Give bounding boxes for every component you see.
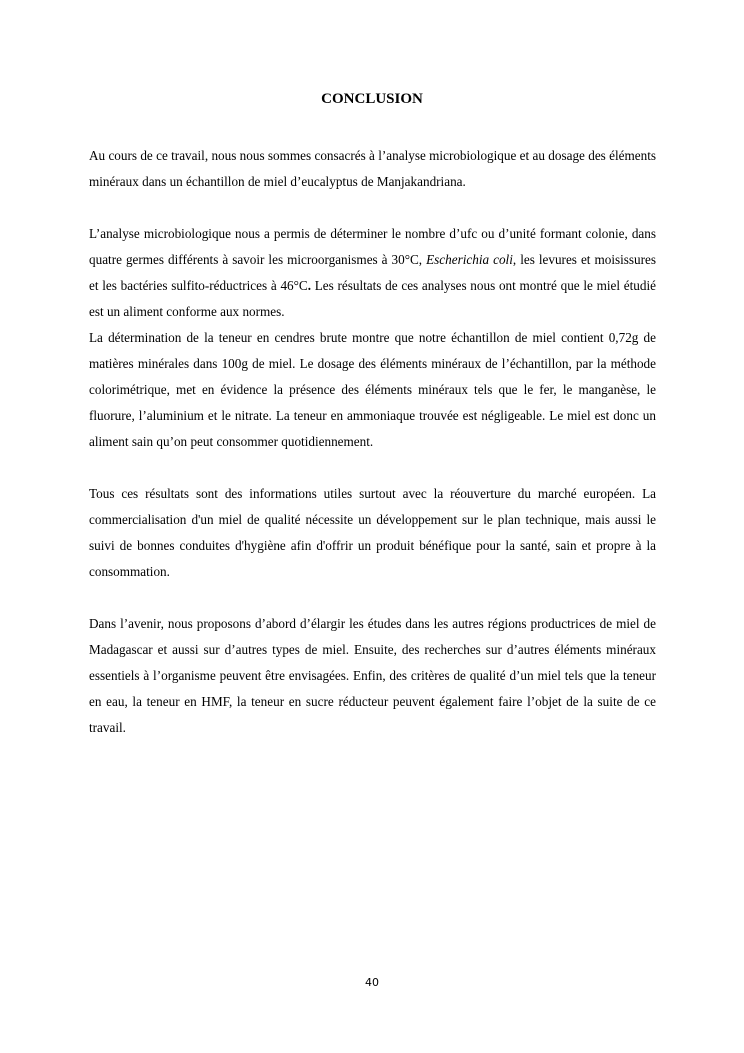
paragraph-microbiology-text-3: Les résultats de ces analyses nous ont montré que le miel étudié est un aliment conforme aux normes. [89, 278, 656, 319]
paragraph-spacer [89, 585, 656, 611]
paragraph-outlook: Dans l’avenir, nous proposons d’abord d’élargir les études dans les autres régions productrices de miel de Madagascar et aussi sur d’autres types de miel. Ensuite, des recherches sur d’autres éléments minéraux essentiels à l’organisme peuvent être envisagées. Enfin, des critères de qualité d’un miel tels que la teneur en eau, la teneur en HMF, la teneur en sucre réducteur peuvent également faire l’objet de la suite de ce travail. [89, 616, 656, 735]
paragraph-spacer [89, 455, 656, 481]
paragraph-spacer [89, 195, 656, 221]
paragraph-intro: Au cours de ce travail, nous nous sommes consacrés à l’analyse microbiologique et au dosage des éléments minéraux dans un échantillon de miel d’eucalyptus de Manjakandriana. [89, 148, 656, 189]
body-text [89, 143, 656, 741]
paragraph-market: Tous ces résultats sont des informations utiles surtout avec la réouverture du marché européen. La commercialisation d'un miel de qualité nécessite un développement sur le plan technique, mais aussi le suivi de bonnes conduites d'hygiène afin d'offrir un produit bénéfique pour la santé, sain et propre à la consommation. [89, 486, 656, 579]
paragraph-microbiology [89, 221, 656, 325]
paragraph-microbiology-text-1: L’analyse microbiologique nous a permis de déterminer le nombre d’ufc ou d’unité formant colonie, dans quatre germes différents à savoir les microorganismes à 30°C, [89, 226, 656, 267]
paragraph-minerals: La détermination de la teneur en cendres brute montre que notre échantillon de miel contient 0,72g de matières minérales dans 100g de miel. Le dosage des éléments minéraux de l’échantillon, par la méthode colorimétrique, met en évidence la présence des éléments minéraux tels que le fer, le manganèse, le fluorure, l’aluminium et le nitrate. La teneur en ammoniaque trouvée est négligeable. Le miel est donc un aliment sain qu’on peut consommer quotidiennement. [89, 330, 656, 449]
page-title: CONCLUSION [321, 91, 423, 107]
page-number: 40 [365, 976, 379, 989]
paragraph-microbiology-text-2: , les levures et moisissures et les bactéries sulfito-réductrices à 46°C [89, 252, 657, 293]
bold-period: . [307, 278, 311, 293]
species-name-italic: Escherichia coli [426, 252, 513, 267]
